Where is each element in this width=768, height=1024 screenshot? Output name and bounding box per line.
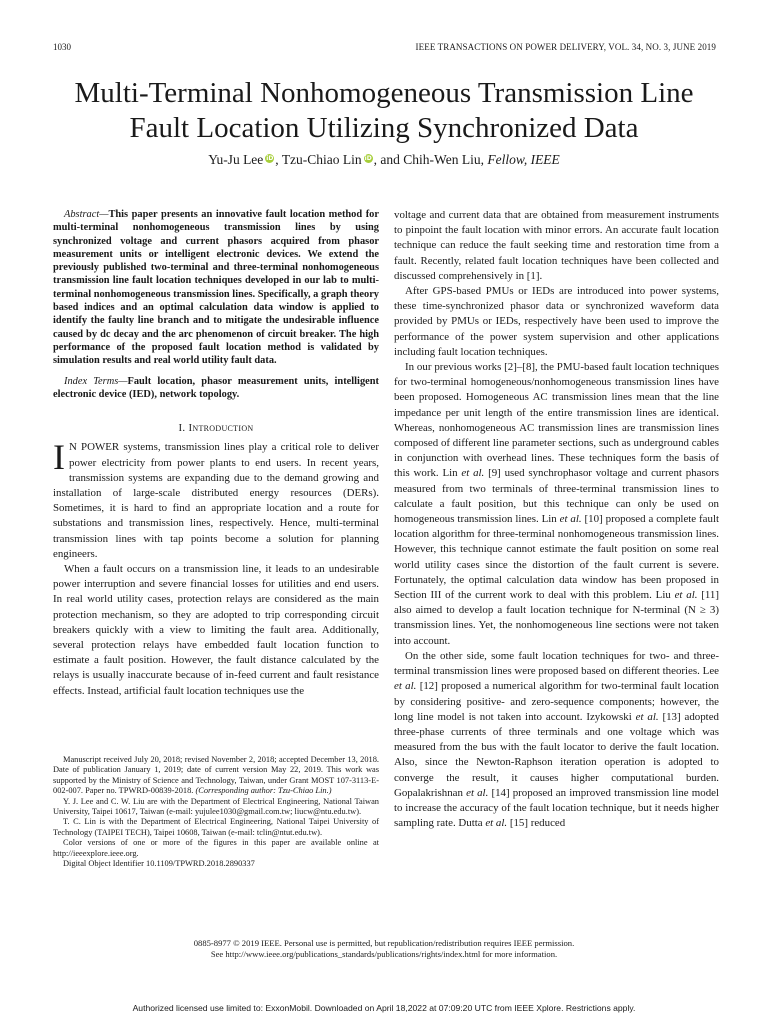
index-terms xyxy=(53,375,379,402)
permissions-link[interactable]: See http://www.ieee.org/publications_standards/publications/rights/index.html for more information. xyxy=(210,949,558,959)
abstract-label: Abstract— xyxy=(64,209,109,220)
author-name: , and Chih-Wen Liu, xyxy=(373,152,488,167)
footnote-affiliation: Y. J. Lee and C. W. Liu are with the Department of Electrical Engineering, National Taiwan University, Taipei 10617, Taiwan (e-mail: yujulee1030@gmail.com.tw; liucw@ntu.edu.tw). xyxy=(53,796,379,817)
footnotes xyxy=(53,755,379,869)
body-paragraph: In our previous works [2]–[8], the PMU-based fault location techniques for two-terminal homogeneous/nonhomogeneous transmission lines have been proposed. Homogeneous AC transmission lines mean that the line impedance per unit length of the entire transmission lines are identical. Whereas, nonhomogeneous AC transmission lines are transmission lines composed of different line parameter sections, such as underground cables in conjunction with overhead lines. These techniques form the basis of this work. Lin et al. [9] used synchrophasor voltage and current phasors measured from two terminals of three-terminal transmission lines to calculate a fault position, but this technique can only be used on homogeneous transmission lines. Lin et al. [10] proposed a complete fault location algorithm for three-terminal nonhomogeneous transmission lines. However, this technique cannot estimate the fault position on some real world utility cases since the distortion of the fault current is severe. Fortunately, the optimal calculation data window has been proposed in Section III of the current work to deal with this problem. Liu et al. [11] also aimed to develop a fault location technique for N-terminal (N ≥ 3) transmission lines. Yet, the nonhomogeneous line sections were not taken into account. xyxy=(394,361,720,647)
left-column xyxy=(53,208,379,699)
et-al: et al. xyxy=(394,680,417,693)
abstract xyxy=(53,208,379,368)
et-al: et al. xyxy=(559,513,582,526)
body-paragraph: voltage and current data that are obtained from measurement instruments to pinpoint the fault location with minor errors. An accurate fault location technique can reduce the fault seeking time and restoration time from a fault. Recently, related fault location techniques have been collected and discussed comprehensively in [1]. xyxy=(394,209,719,282)
footnote-affiliation: T. C. Lin is with the Department of Electrical Engineering, National Taipei University of Technology (TAIPEI TECH), Taipei 10608, Taiwan (e-mail: tclin@ntut.edu.tw). xyxy=(53,817,379,837)
et-al: et al. xyxy=(635,710,659,723)
index-terms-text: Fault location, phasor measurement units, intelligent electronic device (IED), network topology. xyxy=(53,375,379,400)
footnote-color-note: Color versions of one or more of the figures in this paper are available online at http://ieeexplore.ieee.org. xyxy=(53,838,379,858)
author-separator: , xyxy=(275,152,282,167)
drop-cap: I xyxy=(53,437,65,478)
paragraph-text: N POWER systems, transmission lines play a critical role to deliver power electricity from power plants to end users. In recent years, transmission systems are expanding due to the demand growing and installation of large-scale distributed energy resources (DERs). Sometimes, it is hard to find an appropriate location and a route for substations and transmission lines, respectively. Hence, multi-terminal transmission lines with tap points become a solution for planning engineers. xyxy=(53,441,379,560)
paper-title xyxy=(40,76,728,146)
title-line-1: Multi-Terminal Nonhomogeneous Transmission Line xyxy=(74,77,694,109)
section-numeral: I. xyxy=(178,422,189,435)
et-al: et al. xyxy=(461,467,485,480)
right-column xyxy=(394,208,719,831)
author-list xyxy=(40,152,728,168)
body-paragraph: On the other side, some fault location techniques for two- and three-terminal transmission lines were proposed based on different theories. Lee et al. [12] proposed a numerical algorithm for two-terminal fault location by considering positive- and zero-sequence components; however, the long line model is not taken into account. Izykowski et al. [13] adopted three-phase currents of three terminals and one voltage which was measured from the bus with the fault locator to derive the fault location. Also, since the Newton-Raphson iteration operation is adopted to converge the result, it causes higher computational burden. Gopalakrishnan et al. [14] proposed an improved transmission line model to increase the accuracy of the fault location technique, but it needs higher sampling rate. Dutta et al. [15] reduced xyxy=(394,649,719,830)
et-al: et al. xyxy=(674,589,698,602)
copyright-line: 0885-8977 © 2019 IEEE. Personal use is permitted, but republication/redistribution requires IEEE permission. xyxy=(193,938,575,948)
author-name: Tzu-Chiao Lin xyxy=(281,152,362,167)
orcid-icon[interactable]: iD xyxy=(266,155,274,162)
author-membership: Fellow, IEEE xyxy=(487,152,560,167)
et-al: et al. xyxy=(466,786,489,799)
intro-paragraph-1 xyxy=(53,437,379,562)
page-number: 1030 xyxy=(53,42,71,52)
intro-paragraph-2: When a fault occurs on a transmission line, it leads to an undesirable power interruption and severe financial losses for utilities and end users. In real world utility cases, protection relays are considered as the main protection mechanism, so they are adopted to trip corresponding circuit breakers quickly with a view to limiting the fault area. Additionally, several protection relays have embedded fault location function to estimate a fault position. However, the fault distance calculated by the relays is usually inaccurate because of in-feed current and fault resistance effects. Instead, artificial fault location techniques use the xyxy=(53,562,379,697)
body-paragraph: After GPS-based PMUs or IEDs are introduced into power systems, these time-synchronized phasor data or synchronized waveform data provided by PMUs or IEDs, respectively have been used to improve the performance of the power system supervision and other applications including fault location techniques. xyxy=(394,285,719,358)
section-title: Introduction xyxy=(188,422,254,435)
abstract-text: This paper presents an innovative fault location method for multi-terminal nonhomogeneous transmission lines by using synchronized voltage and current phasors acquired from phasor measurement units or intelligent electronic devices. We extend the previously published two-terminal and three-terminal nonhomogeneous transmission line fault location techniques developed in our lab to multi-terminal nonhomogeneous transmission lines. Specifically, a graph theory based indices and an optimal calculation data window is applied to identify the faulty line branch and to mitigate the undesirable influence caused by dc decay and the arc phenomenon of circuit breaker. The high performance of the proposed fault location method is validated by simulation results and real world utility fault data. xyxy=(53,209,379,367)
copyright-notice xyxy=(40,938,728,960)
et-al: et al. xyxy=(485,817,508,830)
journal-header: IEEE TRANSACTIONS ON POWER DELIVERY, VOL. 34, NO. 3, JUNE 2019 xyxy=(415,42,716,52)
footnote-doi: Digital Object Identifier 10.1109/TPWRD.2018.2890337 xyxy=(63,859,255,869)
title-line-2: Fault Location Utilizing Synchronized Data xyxy=(129,112,639,144)
author-name: Yu-Ju Lee xyxy=(208,152,264,167)
corresponding-author: (Corresponding author: Tzu-Chiao Lin.) xyxy=(195,786,332,796)
index-terms-label: Index Terms— xyxy=(64,375,128,387)
orcid-icon[interactable]: iD xyxy=(364,155,372,162)
license-notice: Authorized licensed use limited to: ExxonMobil. Downloaded on April 18,2022 at 07:09:20 UTC from IEEE Xplore. Restrictions apply. xyxy=(132,1003,636,1013)
footnote-manuscript: Manuscript received July 20, 2018; revised November 2, 2018; accepted December 13, 2018. Date of publication January 1, 2019; date of current version May 22, 2019. This work was supported by the Ministry of Science and Technology, Taiwan, under Grant MOST 107-3113-E-002-007. Paper no. TPWRD-00839-2018. (Corresponding author: Tzu-Chiao Lin.) xyxy=(53,755,379,796)
section-heading xyxy=(53,421,379,436)
